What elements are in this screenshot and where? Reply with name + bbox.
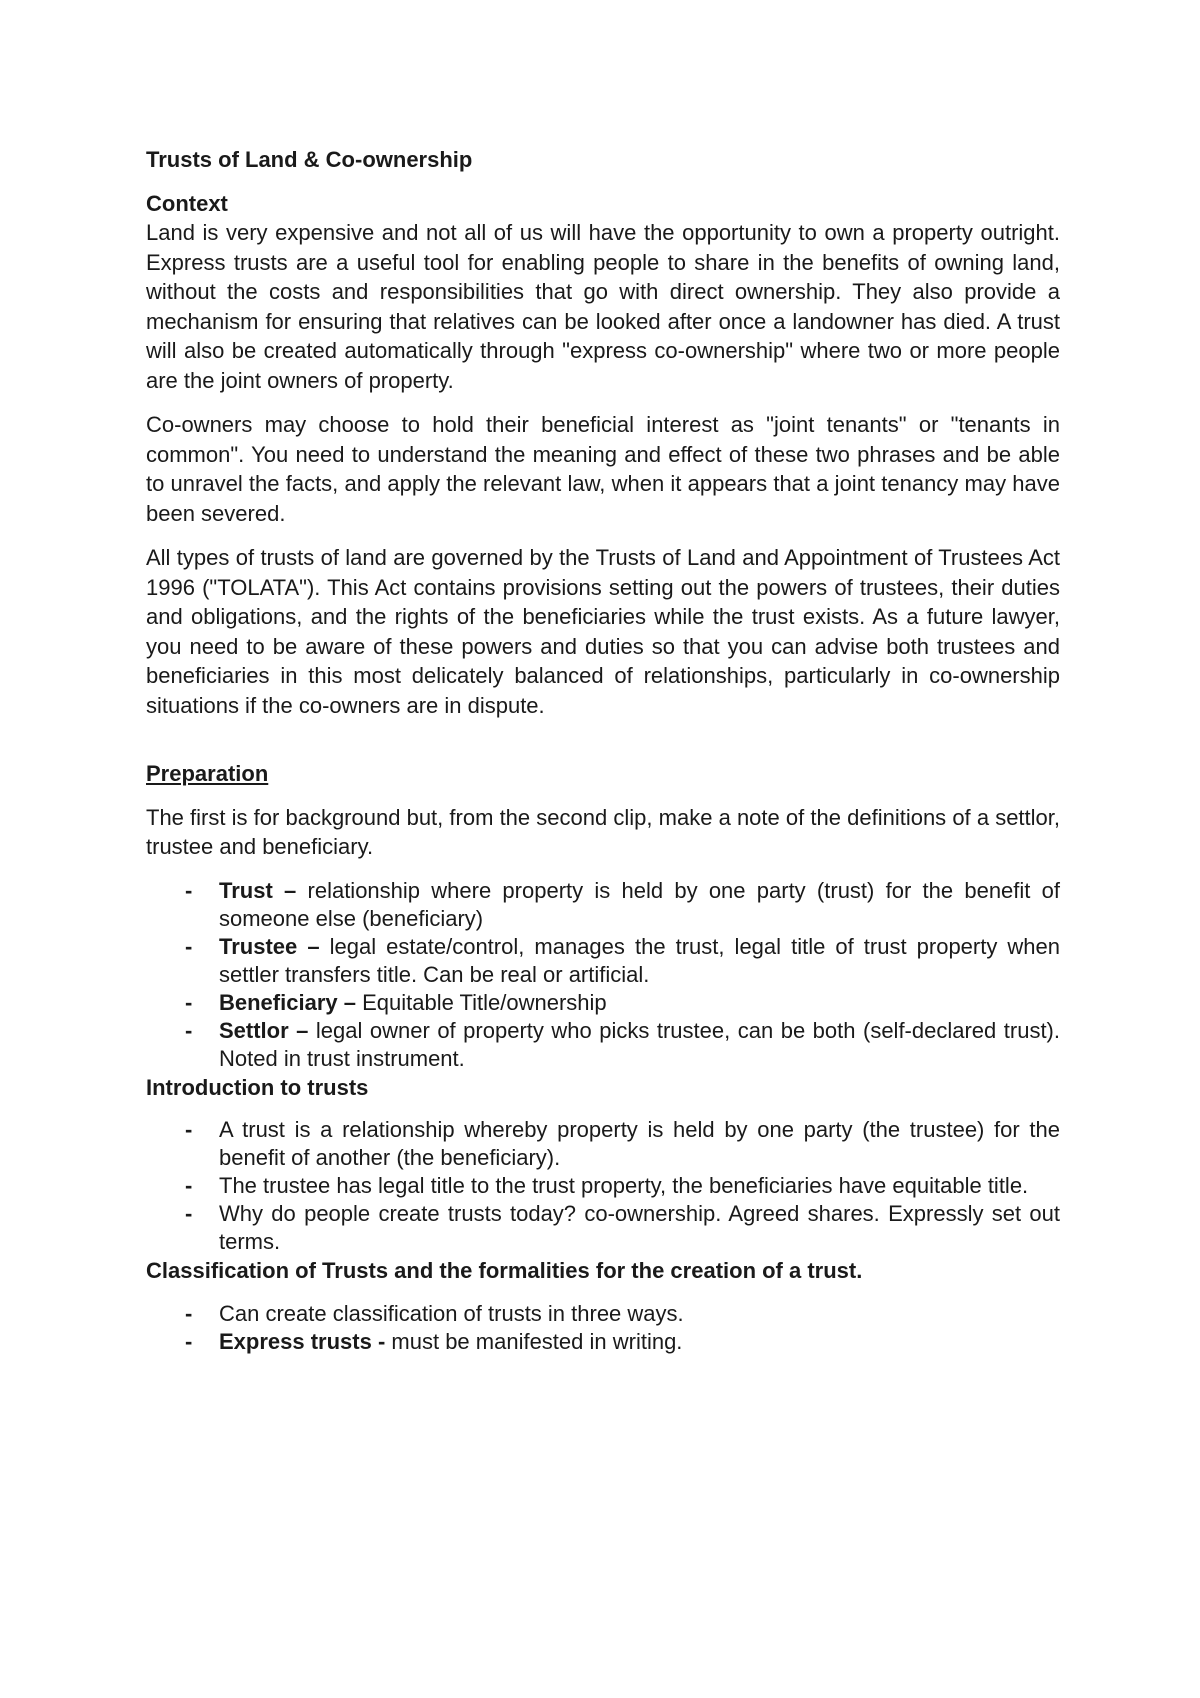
dash-bullet: -: [185, 933, 193, 959]
term-settlor: Settlor –: [219, 1017, 309, 1043]
dash-bullet: -: [185, 1328, 193, 1354]
classification-heading: Classification of Trusts and the formalities for the creation of a trust.: [146, 1258, 863, 1283]
document-page: [146, 145, 1060, 1356]
term-express-trusts: Express trusts -: [219, 1328, 392, 1354]
dash-bullet: -: [185, 1173, 193, 1198]
term-trustee: Trustee –: [219, 933, 320, 959]
list-item: [146, 1328, 1060, 1356]
dash-bullet: -: [185, 989, 193, 1015]
definition-trustee: legal estate/control, manages the trust, legal title of trust property when settler transfers title. Can be real or artificial.: [219, 933, 1060, 987]
list-item: [146, 1200, 1060, 1256]
preparation-heading: Preparation: [146, 761, 269, 786]
preparation-intro: The first is for background but, from the second clip, make a note of the definitions of a settlor, trustee and beneficiary.: [146, 804, 1060, 859]
definitions-list: [146, 877, 1060, 1073]
list-item-beneficiary: [146, 989, 1060, 1017]
list-item: [146, 1116, 1060, 1172]
dash-bullet: -: [185, 1201, 193, 1226]
list-item-settlor: [146, 1017, 1060, 1073]
document-title: Trusts of Land & Co-ownership: [146, 147, 473, 172]
term-trust: Trust –: [219, 877, 297, 903]
list-item-text: A trust is a relationship whereby property is held by one party (the trustee) for the benefit of another (the beneficiary).: [219, 1117, 1060, 1170]
list-item-trust: [146, 877, 1060, 933]
dash-bullet: -: [185, 1117, 193, 1142]
list-item: [146, 1172, 1060, 1200]
context-heading: Context: [146, 190, 228, 216]
list-item-text: The trustee has legal title to the trust property, the beneficiaries have equitable title.: [219, 1173, 1029, 1198]
list-item-text: must be manifested in writing.: [391, 1328, 683, 1354]
list-item-trustee: [146, 933, 1060, 989]
dash-bullet: -: [185, 877, 193, 903]
introduction-list: [146, 1116, 1060, 1256]
dash-bullet: -: [185, 1017, 193, 1043]
list-item: [146, 1300, 1060, 1328]
definition-beneficiary: Equitable Title/ownership: [355, 989, 607, 1015]
list-item-text: Can create classification of trusts in three ways.: [219, 1300, 684, 1326]
definition-settlor: legal owner of property who picks trustee, can be both (self-declared trust). Noted in trust instrument.: [219, 1017, 1060, 1071]
context-paragraph-1: Land is very expensive and not all of us will have the opportunity to own a property outright. Express trusts are a useful tool for enabling people to share in the benefits of owning land, without the costs and responsibilities that go with direct ownership. They also provide a mechanism for ensuring that relatives can be looked after once a landowner has died. A trust will also be created automatically through "express co-ownership" where two or more people are the joint owners of property.: [146, 220, 1060, 393]
term-beneficiary: Beneficiary –: [219, 989, 356, 1015]
definition-trust: relationship where property is held by one party (trust) for the benefit of someone else (beneficiary): [219, 877, 1060, 931]
list-item-text: Why do people create trusts today? co-ownership. Agreed shares. Expressly set out terms.: [219, 1201, 1060, 1254]
classification-list: [146, 1300, 1060, 1356]
dash-bullet: -: [185, 1300, 193, 1326]
context-paragraph-3: All types of trusts of land are governed by the Trusts of Land and Appointment of Trustees Act 1996 ("TOLATA"). This Act contains provisions setting out the powers of trustees, their duties and obligations, and the rights of the beneficiaries while the trust exists. As a future lawyer, you need to be aware of these powers and duties so that you can advise both trustees and beneficiaries in this most delicately balanced of relationships, particularly in co-ownership situations if the co-owners are in dispute.: [146, 545, 1060, 718]
introduction-heading: Introduction to trusts: [146, 1074, 369, 1100]
context-paragraph-2: Co-owners may choose to hold their beneficial interest as "joint tenants" or "tenants in common". You need to understand the meaning and effect of these two phrases and be able to unravel the facts, and apply the relevant law, when it appears that a joint tenancy may have been severed.: [146, 412, 1060, 526]
